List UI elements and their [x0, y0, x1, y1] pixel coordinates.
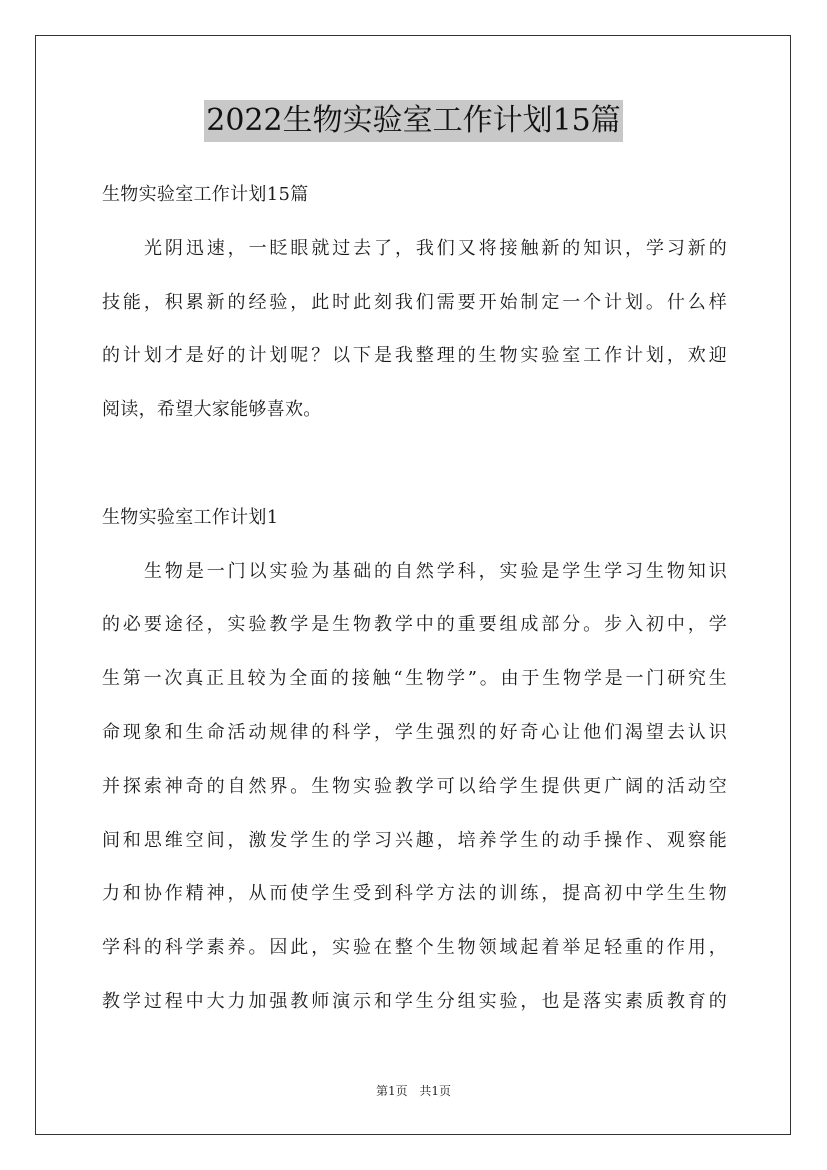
body-line: 生物是一门以实验为基础的自然学科，实验是学生学习生物知识	[144, 560, 727, 582]
body-line: 生第一次真正且较为全面的接触“生物学”。由于生物学是一门研究生	[102, 668, 727, 690]
body-line: 的必要途径，实验教学是生物教学中的重要组成部分。步入初中，学	[102, 614, 727, 636]
body-line: 教学过程中大力加强教师演示和学生分组实验，也是落实素质教育的	[102, 990, 727, 1012]
intro-line: 光阴迅速，一眨眼就过去了，我们又将接触新的知识，学习新的	[144, 237, 727, 259]
page-footer	[0, 1082, 827, 1099]
document-title: 2022生物实验室工作计划15篇	[204, 100, 623, 142]
body-line: 力和协作精神，从而使学生受到科学方法的训练，提高初中学生生物	[102, 883, 727, 905]
title-container	[0, 100, 827, 142]
intro-line: 的计划才是好的计划呢？以下是我整理的生物实验室工作计划，欢迎	[102, 345, 727, 367]
section-heading: 生物实验室工作计划1	[102, 506, 279, 528]
page-total: 共1页	[419, 1084, 452, 1098]
subtitle: 生物实验室工作计划15篇	[102, 184, 309, 205]
body-line: 并探索神奇的自然界。生物实验教学可以给学生提供更广阔的活动空	[102, 775, 727, 797]
paragraph-gap	[102, 437, 727, 491]
page-number: 第1页	[375, 1084, 408, 1098]
intro-line: 阅读，希望大家能够喜欢。	[102, 399, 322, 421]
intro-line: 技能，积累新的经验，此时此刻我们需要开始制定一个计划。什么样	[102, 291, 727, 313]
body-line: 命现象和生命活动规律的科学，学生强烈的好奇心让他们渴望去认识	[102, 721, 727, 743]
document-body	[102, 168, 727, 1029]
body-line: 学科的科学素养。因此，实验在整个生物领域起着举足轻重的作用，	[102, 937, 727, 959]
body-line: 间和思维空间，激发学生的学习兴趣，培养学生的动手操作、观察能	[102, 829, 727, 851]
